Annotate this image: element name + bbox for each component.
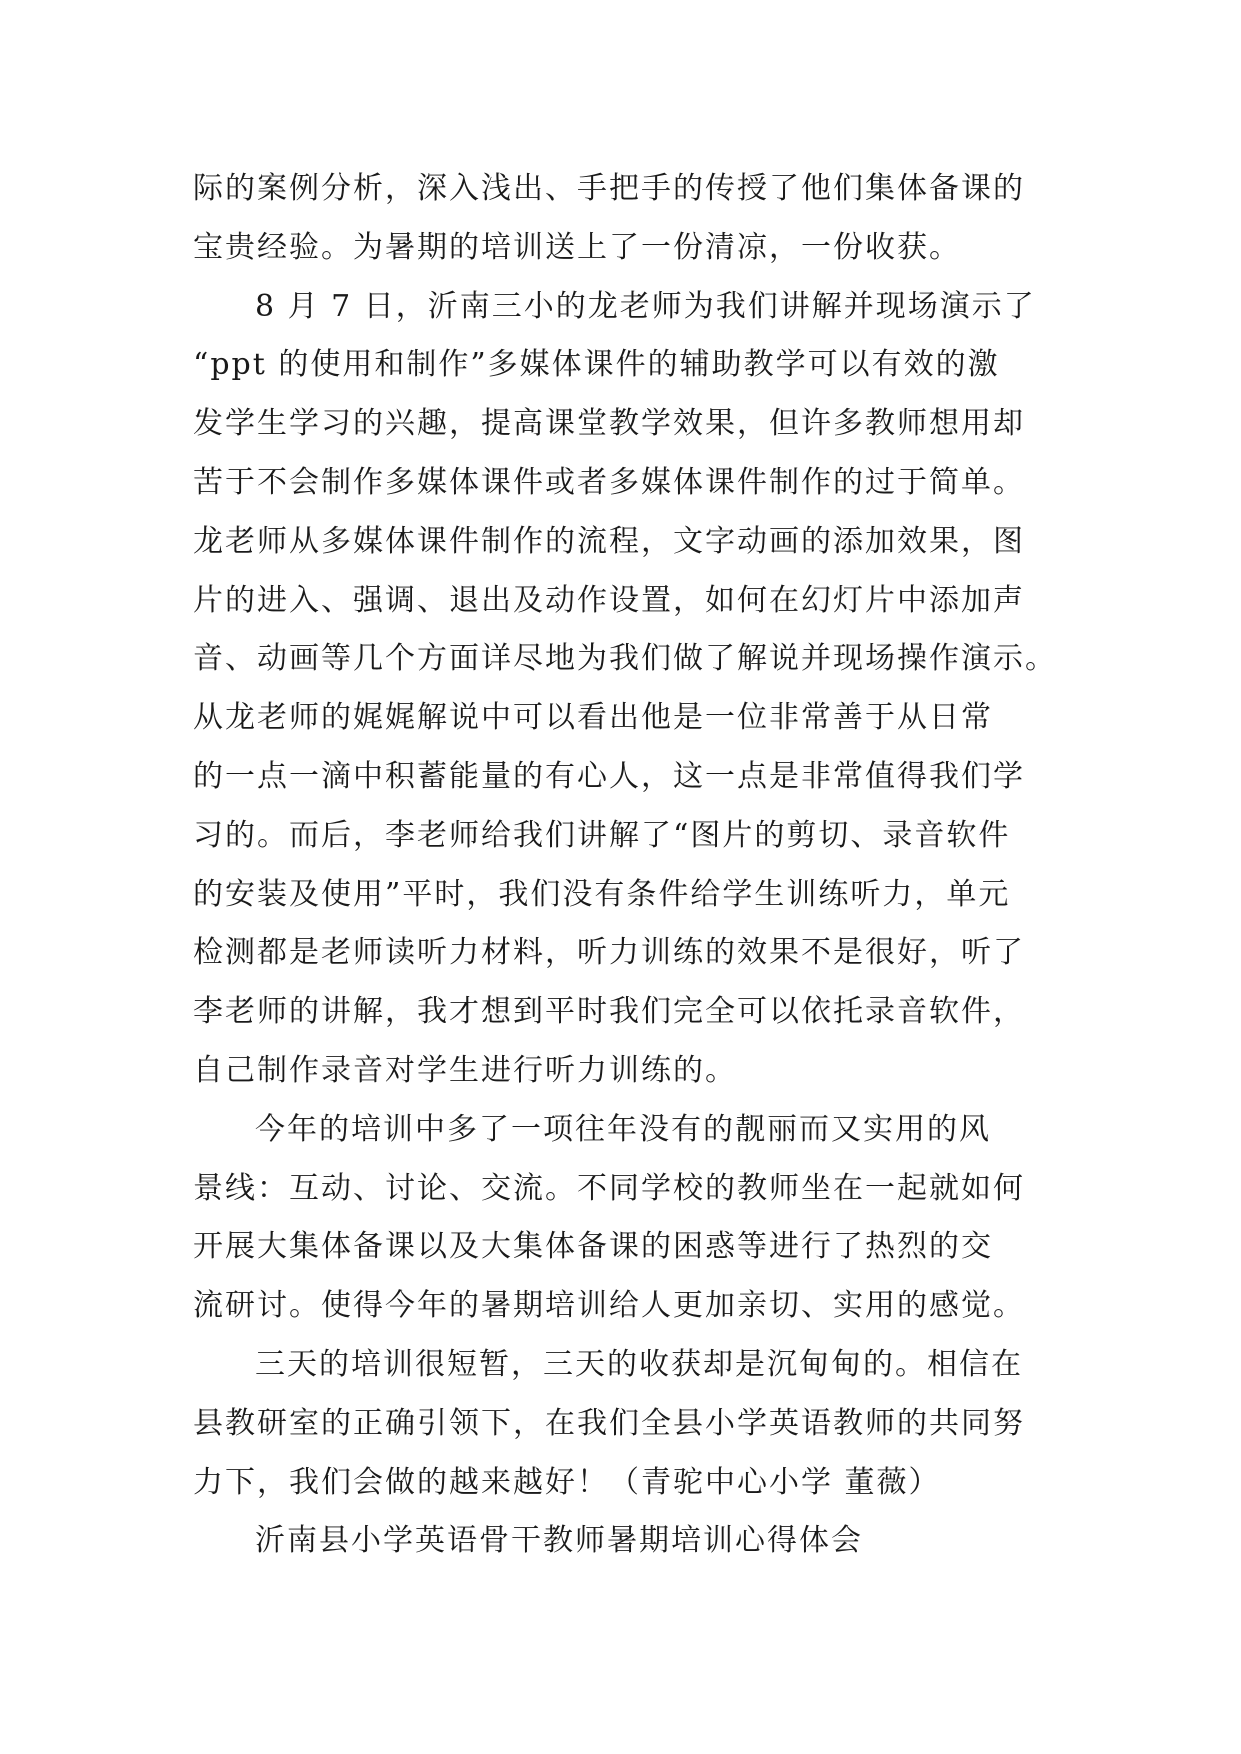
text-line: 今年的培训中多了一项往年没有的靓丽而又实用的风 bbox=[255, 1111, 991, 1147]
text-line: 片的进入、强调、退出及动作设置，如何在幻灯片中添加声 bbox=[193, 582, 1025, 618]
text-line: 李老师的讲解，我才想到平时我们完全可以依托录音软件， bbox=[193, 994, 1025, 1030]
text-line: 的一点一滴中积蓄能量的有心人，这一点是非常值得我们学 bbox=[193, 758, 1025, 794]
text-line: “ppt 的使用和制作”多媒体课件的辅助教学可以有效的激 bbox=[193, 347, 1000, 383]
text-line: 景线：互动、讨论、交流。不同学校的教师坐在一起就如何 bbox=[193, 1170, 1025, 1206]
article-title: 沂南县小学英语骨干教师暑期培训心得体会 bbox=[255, 1523, 863, 1559]
text-line: 发学生学习的兴趣，提高课堂教学效果，但许多教师想用却 bbox=[193, 406, 1025, 442]
text-line: 自己制作录音对学生进行听力训练的。 bbox=[193, 1052, 737, 1088]
text-line: 检测都是老师读听力材料，听力训练的效果不是很好，听了 bbox=[193, 935, 1025, 971]
text-line: 三天的培训很短暂，三天的收获却是沉甸甸的。相信在 bbox=[255, 1346, 1023, 1382]
text-line: 宝贵经验。为暑期的培训送上了一份清凉，一份收获。 bbox=[193, 229, 961, 265]
document-body bbox=[193, 160, 1057, 1571]
text-line: 习的。而后，李老师给我们讲解了“图片的剪切、录音软件 bbox=[193, 817, 1011, 853]
text-line: 的安装及使用”平时，我们没有条件给学生训练听力，单元 bbox=[193, 876, 1011, 912]
text-line: 苦于不会制作多媒体课件或者多媒体课件制作的过于简单。 bbox=[193, 464, 1025, 500]
text-line: 县教研室的正确引领下，在我们全县小学英语教师的共同努 bbox=[193, 1405, 1025, 1441]
text-line: 开展大集体备课以及大集体备课的困惑等进行了热烈的交 bbox=[193, 1229, 993, 1265]
text-line: 音、动画等几个方面详尽地为我们做了解说并现场操作演示。 bbox=[193, 641, 1057, 677]
text-line: 从龙老师的娓娓解说中可以看出他是一位非常善于从日常 bbox=[193, 700, 993, 736]
text-line: 龙老师从多媒体课件制作的流程，文字动画的添加效果，图 bbox=[193, 523, 1025, 559]
text-line: 力下，我们会做的越来越好！（青驼中心小学 董薇） bbox=[193, 1464, 941, 1500]
text-line: 际的案例分析，深入浅出、手把手的传授了他们集体备课的 bbox=[193, 171, 1025, 206]
text-line: 流研讨。使得今年的暑期培训给人更加亲切、实用的感觉。 bbox=[193, 1288, 1025, 1324]
text-line: 8 月 7 日，沂南三小的龙老师为我们讲解并现场演示了 bbox=[255, 288, 1036, 324]
